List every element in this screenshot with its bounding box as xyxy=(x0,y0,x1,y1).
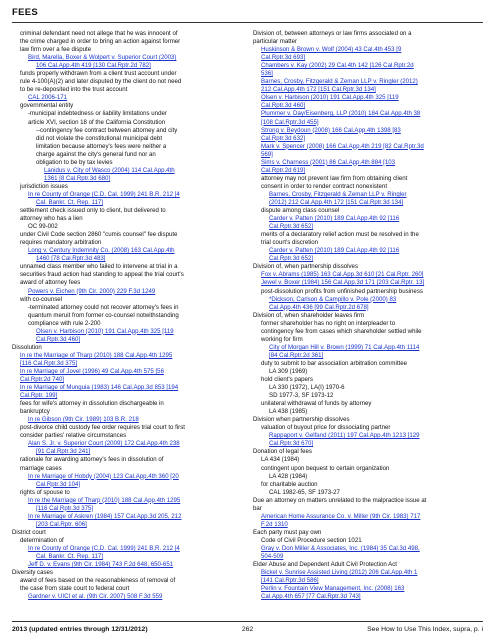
index-entry: Elder Abuse and Dependent Adult Civil Protection Act xyxy=(253,561,397,569)
index-citation xyxy=(253,255,483,263)
index-citation xyxy=(253,279,483,287)
citation-link[interactable]: Long v. Century Indemnity Co. (2008) 163 Cal.App.4th xyxy=(28,247,175,255)
index-citation xyxy=(12,545,242,553)
index-entry: obligation to be by tax levies xyxy=(36,158,113,166)
index-citation xyxy=(12,336,242,344)
index-citation xyxy=(253,143,483,151)
index-entry: bar xyxy=(253,504,262,512)
index-citation xyxy=(12,505,242,513)
citation-link[interactable]: Cal.Rptr.3d 460] xyxy=(36,335,81,343)
citation-link[interactable]: Cal. Bankr. Ct. Rep. 117] xyxy=(36,198,103,206)
citation-link[interactable]: F.2d 1310 xyxy=(261,520,288,528)
index-entry: merits of a declaratory relief action must be resolved in the xyxy=(261,231,419,239)
index-citation xyxy=(12,384,242,392)
index-citation xyxy=(12,448,242,456)
index-entry: Division when partnership dissolves xyxy=(253,416,350,424)
index-citation xyxy=(253,553,483,561)
citation-link[interactable]: In re Gibson (9th Cir. 1989) 103 B.R. 218 xyxy=(28,416,139,424)
index-citation xyxy=(12,54,242,62)
index-citation xyxy=(253,296,483,304)
citation-link[interactable]: Gardner v. UICI et al. (9th Cir. 2007) 508 F.3d 559 xyxy=(28,593,163,601)
index-entry: did not violate the constitutional municipal debt xyxy=(36,134,163,142)
index-citation xyxy=(12,593,242,601)
index-entry: to be re-deposited into the trust account xyxy=(20,86,128,94)
index-entry: funds properly withdrawn from a client trust account under xyxy=(20,70,177,78)
citation-link[interactable]: Cal.Rptr.3d 104] xyxy=(36,480,81,488)
index-citation xyxy=(253,135,483,143)
citation-link[interactable]: Cal.App.4th 657 [77 Cal.Rptr.3d 743] xyxy=(261,593,361,601)
index-entry: trial court's discretion xyxy=(261,239,319,247)
citation-link[interactable]: [116 Cal.Rptr.3d 375] xyxy=(20,359,78,367)
citation-link[interactable]: Cal.Rptr. 199] xyxy=(20,392,58,400)
index-entry: CAL 1982-65, SF 1973-27 xyxy=(269,488,340,496)
citation-link[interactable]: Cal.Rptr.2d 740] xyxy=(20,376,65,384)
index-citation xyxy=(12,62,242,70)
citation-link[interactable]: Powers v. Eichen (9th Cir. 2000) 229 F.3d 1249 xyxy=(28,287,156,295)
index-entry: unnamed class member who failed to intervene at trial in a xyxy=(20,263,178,271)
citation-link[interactable]: 106 Cal.App.4th 419 [130 Cal.Rptr.2d 782] xyxy=(36,62,151,70)
index-citation xyxy=(253,513,483,521)
index-citation xyxy=(253,78,483,86)
index-citation xyxy=(253,70,483,78)
index-citation xyxy=(253,585,483,593)
index-entry: valuation of buyout price for dissociating partner xyxy=(261,424,391,432)
citation-link[interactable]: Plummer v. Day/Eisenberg, LLP (2010) 184 Cal.App.4th 38 xyxy=(261,110,421,118)
citation-link[interactable]: 569] xyxy=(261,150,273,158)
citation-link[interactable]: Bickel v. Sunrise Assisted Living (2012) 206 Cal.App.4th 1 xyxy=(261,569,418,577)
header-divider xyxy=(12,22,483,23)
citation-link[interactable]: Strong v. Beydoun (2008) 166 Cal.App.4th 1398 [83 xyxy=(261,126,401,134)
citation-link[interactable]: American Home Assurance Co. v. Miller (9th Cir. 1983) 717 xyxy=(261,512,421,520)
citation-link[interactable]: Jeff D. v. Evans (9th Cir. 1984) 743 F.2d 648, 650-651 xyxy=(28,561,174,569)
index-citation xyxy=(12,440,242,448)
index-citation xyxy=(253,432,483,440)
citation-link[interactable]: Cal.Rptr.3d 693] xyxy=(261,54,306,62)
index-citation xyxy=(253,191,483,199)
index-citation xyxy=(253,199,483,207)
index-citation xyxy=(12,199,242,207)
index-entry: LA 434 (1984) xyxy=(261,456,300,464)
index-entry: the case from state court to federal court xyxy=(20,585,130,593)
index-citation xyxy=(253,167,483,175)
citation-link[interactable]: [84 Cal.Rptr.2d 361] xyxy=(269,351,324,359)
page-number: 262 xyxy=(241,626,254,633)
index-citation xyxy=(12,191,242,199)
index-citation xyxy=(253,304,483,312)
index-entry: SD 1977-3, SF 1973-12 xyxy=(269,392,334,400)
index-entry: article XVI, section 18 of the California Constitution xyxy=(28,118,166,126)
citation-link[interactable]: 212 Cal.App.4th 172 [151 Cal.Rptr.3d 134] xyxy=(261,86,376,94)
citation-link[interactable]: *Dickson, Carlson & Campillo v. Pole (2000) 83 xyxy=(269,295,397,303)
index-entry: particular matter xyxy=(253,38,298,46)
citation-link[interactable]: Huskinson & Brown v. Wolf (2004) 43 Cal.4th 453 [9 xyxy=(261,46,402,54)
index-citation xyxy=(253,271,483,279)
footer-edition: 2013 (updated entries through 12/31/2012) xyxy=(12,626,148,633)
citation-link[interactable]: In re County of Orange (C.D. Cal. 1999) 241 B.R. 212 [4 xyxy=(28,190,180,198)
citation-link[interactable]: Rappaport v. Gelfand (2011) 197 Cal.App.4th 1213 [129 xyxy=(269,432,420,440)
index-citation xyxy=(12,473,242,481)
citation-link[interactable]: Cal.Rptr.3d 460] xyxy=(261,102,306,110)
citation-link[interactable]: In re Marriage of Hobdy (2004) 123 Cal.App.4th 360 [20 xyxy=(28,472,179,480)
index-entry: rule 4-100(A)(2) and later disputed by the client do not need xyxy=(20,78,182,86)
index-citation xyxy=(253,545,483,553)
citation-link[interactable]: Cal.Rptr.3d 670] xyxy=(269,440,314,448)
index-entry: consider parties' relative circumstances xyxy=(20,432,127,440)
index-citation xyxy=(253,440,483,448)
citation-link[interactable]: Cal.Rptr.3d 652] xyxy=(269,255,314,263)
index-entry: -terminated attorney could not recover attorney's fees in xyxy=(28,303,179,311)
index-entry: LA 330 (1972), LA(I) 1970-6 xyxy=(269,384,345,392)
footer-divider xyxy=(12,621,483,622)
citation-link[interactable]: Cal.Rptr.2d 619] xyxy=(261,166,306,174)
index-citation xyxy=(12,513,242,521)
index-entry: determination of xyxy=(20,536,64,544)
index-citation xyxy=(12,481,242,489)
index-entry: award of attorney fees xyxy=(20,279,81,287)
citation-link[interactable]: Carder v. Patten (2010) 189 Cal.App.4th 92 [116 xyxy=(269,215,400,223)
citation-link[interactable]: [141 Cal.Rptr.3d 586] xyxy=(261,577,319,585)
index-entry: award of fees based on the reasonableness of removal of xyxy=(20,577,176,585)
right-column xyxy=(253,30,483,615)
index-entry: Diversity cases xyxy=(12,569,53,577)
index-entry: duty to submit to bar association arbitration committee xyxy=(261,359,407,367)
index-entry: attorney may not prevent law firm from obtaining client xyxy=(261,174,408,182)
index-citation xyxy=(12,288,242,296)
citation-link[interactable]: 536] xyxy=(261,70,273,78)
index-entry: governmental entity xyxy=(20,102,74,110)
index-citation xyxy=(12,497,242,505)
index-citation xyxy=(253,127,483,135)
index-entry: securities fraud action had standing to appeal the trial court's xyxy=(20,271,184,279)
index-entry: law firm over a fee dispute xyxy=(20,46,92,54)
citation-link[interactable]: Mark v. Spencer (2008) 166 Cal.App.4th 219 [82 Cal.Rptr.3d xyxy=(261,142,424,150)
index-entry: contingency fee from cases which shareholder settled while xyxy=(261,327,422,335)
index-entry: post-divorce child custody fee order requires trial court to first xyxy=(20,424,185,432)
citation-link[interactable]: [203 Cal.Rptr. 606] xyxy=(36,520,87,528)
citation-link[interactable]: Cal.Rptr.3d 652] xyxy=(269,223,314,231)
citation-link[interactable]: Chambers v. Kay (2002) 29 Cal.4th 142 [126 Cal.Rptr.2d xyxy=(261,62,414,70)
index-entry: unilateral withdrawal of funds by attorney xyxy=(261,400,372,408)
index-citation xyxy=(253,215,483,223)
citation-link[interactable]: Lanidus v. City of Wasco (2004) 114 Cal.App.4th xyxy=(44,166,175,174)
index-entry: post-dissolution profits from unfinished partnership business xyxy=(261,287,423,295)
index-citation xyxy=(12,392,242,400)
index-citation xyxy=(12,328,242,336)
index-entry: attorney who has a lien xyxy=(20,215,83,223)
index-citation xyxy=(253,46,483,54)
index-citation xyxy=(253,119,483,127)
citation-link[interactable]: Barnes, Crosby, Fitzgerald & Zeman LLP v. Ringler (2012) xyxy=(261,78,418,86)
index-citation xyxy=(12,416,242,424)
index-entry: requires mandatory arbitration xyxy=(20,239,102,247)
citation-link[interactable]: Olsen v. Harbison (2010) 191 Cal.App.4th 325 [119 xyxy=(261,94,399,102)
index-citation xyxy=(12,94,242,102)
citation-link[interactable]: Barnes, Crosby, Fitzgerald & Zeman LLP v. Ringler xyxy=(269,190,407,198)
left-column xyxy=(12,30,242,615)
index-citation xyxy=(253,569,483,577)
index-entry: compliance with rule 2-200 xyxy=(28,319,101,327)
index-citation xyxy=(12,255,242,263)
index-citation xyxy=(12,167,242,175)
index-citation xyxy=(253,62,483,70)
index-entry: Code of Civil Procedure section 1021 xyxy=(261,536,362,544)
citation-link[interactable]: In re Marriage of Jovel (1996) 49 Cal.App.4th 575 [56 xyxy=(20,367,164,375)
citation-link[interactable]: Cal. Bankr. Ct. Rep. 117] xyxy=(36,553,103,561)
index-entry: LA 428 (1984) xyxy=(269,472,308,480)
index-citation xyxy=(253,159,483,167)
index-citation xyxy=(12,376,242,384)
citation-link[interactable]: Alan S. Jr. v. Superior Court (2009) 172 Cal.App.4th 238 xyxy=(28,440,180,448)
index-entry: hold client's papers xyxy=(261,376,313,384)
index-citation xyxy=(12,360,242,368)
index-citation xyxy=(253,352,483,360)
citation-link[interactable]: In re County of Orange (C.D. Cal. 1999) 241 B.R. 212 [4 xyxy=(28,545,180,552)
citation-link[interactable]: 504-509 xyxy=(261,553,284,561)
index-entry: dispute among class counsel xyxy=(261,207,340,215)
index-citation xyxy=(253,593,483,601)
index-citation xyxy=(253,577,483,585)
index-entry: bankruptcy xyxy=(20,408,50,416)
index-entry: quantum meruit from former co-counsel notwithstanding xyxy=(28,311,179,319)
index-citation xyxy=(253,344,483,352)
index-entry: District court xyxy=(12,528,46,536)
citation-link[interactable]: [91 Cal.Rptr.3d 241] xyxy=(36,448,91,456)
index-citation xyxy=(253,521,483,529)
citation-link[interactable]: Perlin v. Fountain View Management, Inc. (2008) 163 xyxy=(261,585,405,593)
citation-link[interactable]: 1460 [78 Cal.Rptr.3d 483] xyxy=(36,255,106,263)
citation-link[interactable]: (2012) 212 Cal.App.4th 172 [151 Cal.Rptr.3d 134] xyxy=(269,198,404,206)
index-entry: --contingency fee contract between attorney and city xyxy=(36,126,178,134)
index-entry: for charitable auction xyxy=(261,480,318,488)
index-entry: Each party must pay own xyxy=(253,528,322,536)
index-citation xyxy=(12,553,242,561)
index-citation xyxy=(253,102,483,110)
index-entry: under Civil Code section 2860 "cumis counsel" fee dispute xyxy=(20,231,178,239)
index-citation xyxy=(253,223,483,231)
index-entry: Donation of legal fees xyxy=(253,448,312,456)
index-citation xyxy=(12,247,242,255)
index-entry: settlement check issued only to client, but delivered to xyxy=(20,207,166,215)
index-citation xyxy=(12,352,242,360)
index-entry: marriage cases xyxy=(20,464,62,472)
index-citation xyxy=(253,110,483,118)
index-citation xyxy=(12,521,242,529)
index-citation xyxy=(12,561,242,569)
citation-link[interactable]: Sims v. Charness (2001) 86 Cal.App.4th 884 [103 xyxy=(261,158,396,166)
citation-link[interactable]: Olsen v. Harbison (2010) 191 Cal.App.4th 325 [119 xyxy=(36,327,174,335)
citation-link[interactable]: Carder v. Patten (2010) 189 Cal.App.4th 92 [116 xyxy=(269,247,400,255)
index-entry: working for firm xyxy=(261,335,303,343)
index-entry: contingent upon bequest to certain organization xyxy=(261,464,390,472)
citation-link[interactable]: In re Marriage of Munguia (1983) 146 Cal.App.3d 853 [194 xyxy=(20,384,179,392)
footer-usage-note: See How to Use This Index, supra, p. i xyxy=(367,626,483,633)
section-heading: FEES xyxy=(12,7,39,18)
index-entry: rights of spouse to xyxy=(20,488,70,496)
index-citation xyxy=(12,175,242,183)
index-entry: consent in order to render contract nonexistent xyxy=(261,182,388,190)
citation-link[interactable]: [116 Cal.Rptr.3d 375] xyxy=(36,504,94,512)
citation-link[interactable]: In re Marriage of Askren (1984) 157 Cal.App.3d 205, 212 xyxy=(28,512,182,520)
index-entry: Due an attorney on matters unrelated to the malpractice issue at xyxy=(253,496,427,504)
index-citation xyxy=(253,54,483,62)
citation-link[interactable]: Cal.App.4th 436 [99 Cal.Rptr.2d 678] xyxy=(269,303,369,311)
index-entry: with co-counsel xyxy=(20,295,62,303)
citation-link[interactable]: Gray v. Don Miller & Associates, Inc. (1984) 35 Cal.3d 498, xyxy=(261,545,420,552)
index-citation xyxy=(12,368,242,376)
citation-link[interactable]: Jewel v. Boxer (1984) 156 Cal.App.3d 171 [203 Cal.Rptr. 13] xyxy=(261,279,425,287)
citation-link[interactable]: [108 Cal.Rptr.3d 455] xyxy=(261,118,319,126)
index-entry: Division of, between attorneys or law firms associated on a xyxy=(253,30,412,37)
citation-link[interactable]: CAL 2006-171 xyxy=(28,94,68,102)
index-entry: rationale for awarding attorney's fees in dissolution of xyxy=(20,456,164,464)
index-entry: fees for wife's attorney in dissolution dischargeable in xyxy=(20,400,164,408)
index-entry: Division of, when shareholder leaves firm xyxy=(253,311,365,319)
index-entry: former shareholder has no right on interpleader to xyxy=(261,319,396,327)
citation-link[interactable]: In re the Marriage of Tharp (2010) 188 Cal.App.4th 1295 xyxy=(20,351,173,359)
index-entry: the crime charged in order to bring an action against former xyxy=(20,38,181,46)
citation-link[interactable]: Fox v. Abrams (1985) 163 Cal.App.3d 610 [21 Cal.Rptr. 260] xyxy=(261,271,424,279)
index-citation xyxy=(253,247,483,255)
citation-link[interactable]: 1361 [8 Cal.Rptr.3d 680] xyxy=(44,174,111,182)
index-citation xyxy=(253,94,483,102)
index-entry: LA 438 (1985) xyxy=(269,408,308,416)
index-entry: LA 309 (1969) xyxy=(269,367,308,375)
index-entry: charge against the city's general fund nor an xyxy=(36,150,156,158)
index-entry: Dissolution xyxy=(12,343,42,351)
index-entry: jurisdiction issues xyxy=(20,182,68,190)
index-entry: criminal defendant need not allege that he was innocent of xyxy=(20,30,178,37)
citation-link[interactable]: In re the Marriage of Tharp (2010) 188 Cal.App.4th 1295 xyxy=(28,496,181,504)
index-citation xyxy=(253,151,483,159)
index-entry: -municipal indebtedness or liability limitations under xyxy=(28,110,167,118)
citation-link[interactable]: Bird, Marella, Boxer & Wolpert v. Superior Court (2003) xyxy=(28,54,177,62)
index-entry: Division of, when partnership dissolves xyxy=(253,263,358,271)
citation-link[interactable]: Cal.Rptr.3d 632] xyxy=(261,134,306,142)
index-entry: OC 99-002 xyxy=(28,223,58,231)
index-entry: limitation because attorney's fees were neither a xyxy=(36,142,167,150)
citation-link[interactable]: City of Morgan Hill v. Brown (1999) 71 Cal.App.4th 1114 xyxy=(269,343,420,351)
index-citation xyxy=(253,86,483,94)
